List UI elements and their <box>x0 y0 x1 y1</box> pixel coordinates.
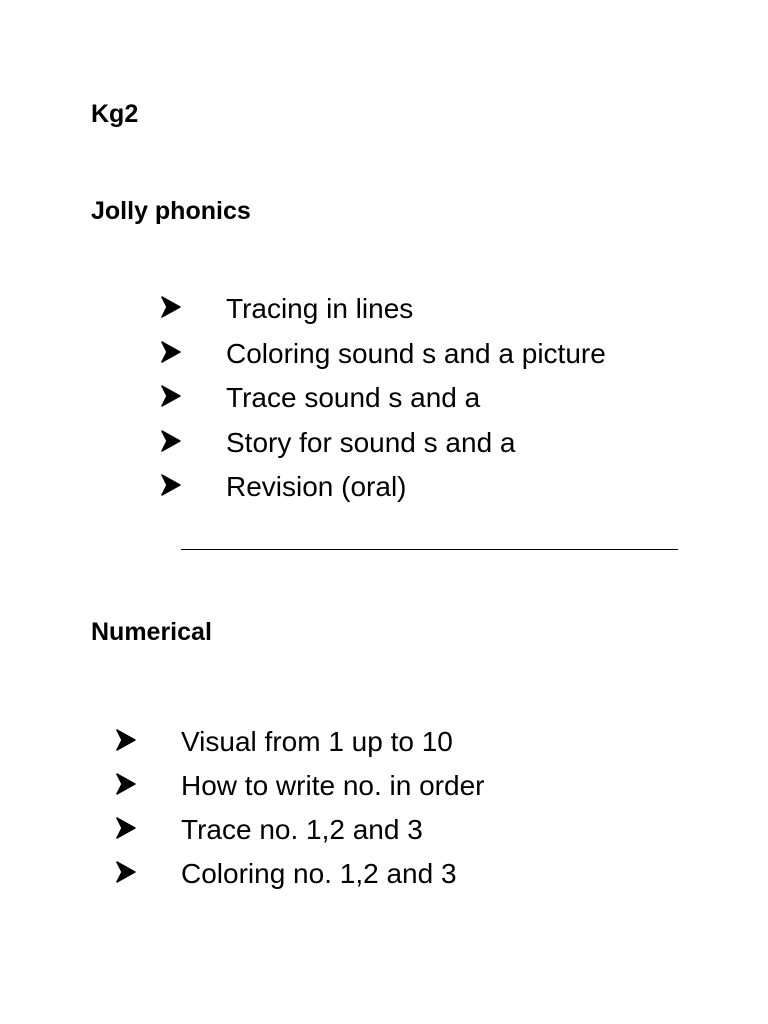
arrow-bullet-icon <box>115 859 137 885</box>
list-item-text: Revision (oral) <box>226 471 407 502</box>
list-item-text: How to write no. in order <box>181 770 485 801</box>
arrow-bullet-icon <box>160 294 182 320</box>
list-item-text: Coloring no. 1,2 and 3 <box>181 858 457 889</box>
arrow-bullet-icon <box>160 428 182 454</box>
arrow-bullet-icon <box>115 727 137 753</box>
grade-heading: Kg2 <box>91 100 139 128</box>
arrow-bullet-icon <box>160 472 182 498</box>
arrow-bullet-icon <box>115 771 137 797</box>
arrow-bullet-icon <box>160 339 182 365</box>
list-item-text: Coloring sound s and a picture <box>226 337 606 369</box>
list-item-text: Story for sound s and a <box>226 426 516 458</box>
list-item-text: Visual from 1 up to 10 <box>181 726 453 757</box>
arrow-bullet-icon <box>160 383 182 409</box>
list-item-text: Trace no. 1,2 and 3 <box>181 814 423 845</box>
list-item-text: Tracing in lines <box>226 293 414 324</box>
arrow-bullet-icon <box>115 815 137 841</box>
horizontal-divider <box>181 549 678 550</box>
list-item-text: Trace sound s and a <box>226 382 481 413</box>
section-title-numerical: Numerical <box>91 618 212 646</box>
section-title-jolly-phonics: Jolly phonics <box>91 197 251 225</box>
